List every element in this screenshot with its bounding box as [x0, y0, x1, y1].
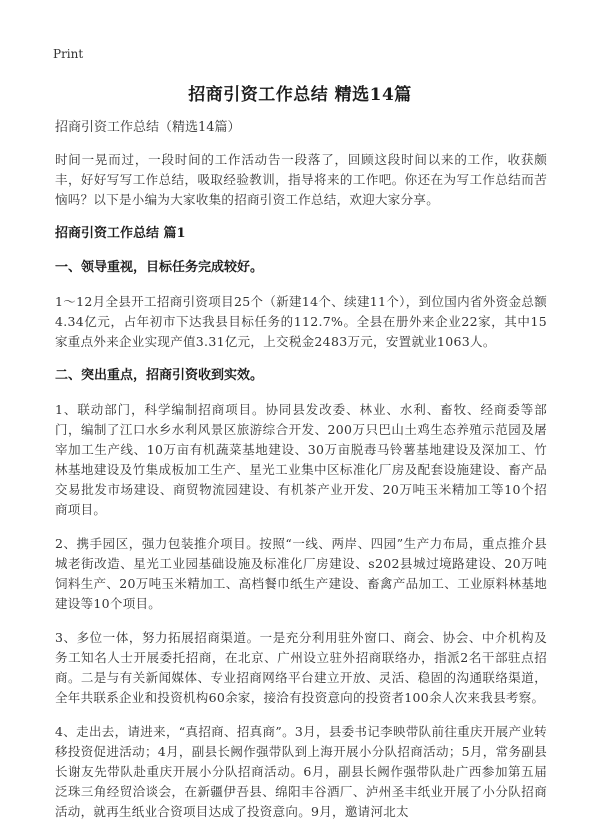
document-subtitle: 招商引资工作总结（精选14篇）	[55, 120, 241, 135]
item-4-paragraph: 4、走出去，请进来，“真招商、招真商”。3月，县委书记李映带队前往重庆开展产业转移投资促进活动；4月，副县长阙作强带队到上海开展小分队招商活动；5月，常务副县长谢友先带队赴重庆开展小分队招商活动。6月，副县长阙作强带队赴广西参加第五届泛珠三角经贸洽谈会，在新疆伊吾县、绵阳丰谷酒厂、泸州圣丰纸业开展了小分队招商活动，就再生纸业合资项目达成了投资意向。9月，邀请河北太	[55, 724, 547, 819]
item-1-paragraph: 1、联动部门，科学编制招商项目。协同县发改委、林业、水利、畜牧、经商委等部门，编制了江口水乡水利风景区旅游综合开发、200万只巴山土鸡生态养殖示范园及屠宰加工生产线、10万亩有机蔬菜基地建设、30万亩脱毒马铃薯基地建设及深加工、竹林基地建设及竹集成板加工生产、星光工业集中区标准化厂房及配套设施建设、畜产品交易批发市场建设、商贸物流园建设、有机茶产业开发、20万吨玉米精加工等10个招商项目。	[55, 402, 547, 517]
print-link[interactable]: Print	[53, 47, 84, 61]
article-heading: 招商引资工作总结 篇1	[55, 226, 186, 241]
section-heading-2: 二、突出重点，招商引资收到实效。	[55, 368, 264, 383]
item-2-paragraph: 2、携手园区，强力包装推介项目。按照“一线、两岸、四园”生产力布局，重点推介县城老街改造、星光工业园基础设施及标准化厂房建设、s202县城过境路建设、20万吨饲料生产、20万吨玉米精加工、高档餐巾纸生产建设、畜禽产品加工、工业原料林基地建设等10个项目。	[55, 536, 547, 611]
section-1-paragraph: 1～12月全县开工招商引资项目25个（新建14个、续建11个），到位国内省外资金总额4.34亿元，占年初市下达我县目标任务的112.7%。全县在册外来企业22家，其中15家重点外来企业实现产值3.31亿元，上交税金2483万元，安置就业1063人。	[55, 294, 547, 349]
item-3-paragraph: 3、多位一体，努力拓展招商渠道。一是充分利用驻外窗口、商会、协会、中介机构及务工知名人士开展委托招商，在北京、广州设立驻外招商联络办，指派2名干部驻点招商。二是与有关新闻媒体、专业招商网络平台建立开放、灵活、稳固的沟通联络渠道，全年共联系企业和投资机构60余家，接洽有投资意向的投资者100余人次来我县考察。	[55, 630, 547, 705]
document-body	[55, 118, 547, 828]
document-title: 招商引资工作总结 精选14篇	[188, 85, 412, 105]
intro-paragraph: 时间一晃而过，一段时间的工作活动告一段落了，回顾这段时间以来的工作，收获颇丰，好好写写工作总结，吸取经验教训，指导将来的工作吧。你还在为写工作总结而苦恼吗？以下是小编为大家收集的招商引资工作总结，欢迎大家分享。	[55, 152, 547, 207]
section-heading-1: 一、领导重视，目标任务完成较好。	[55, 260, 264, 275]
